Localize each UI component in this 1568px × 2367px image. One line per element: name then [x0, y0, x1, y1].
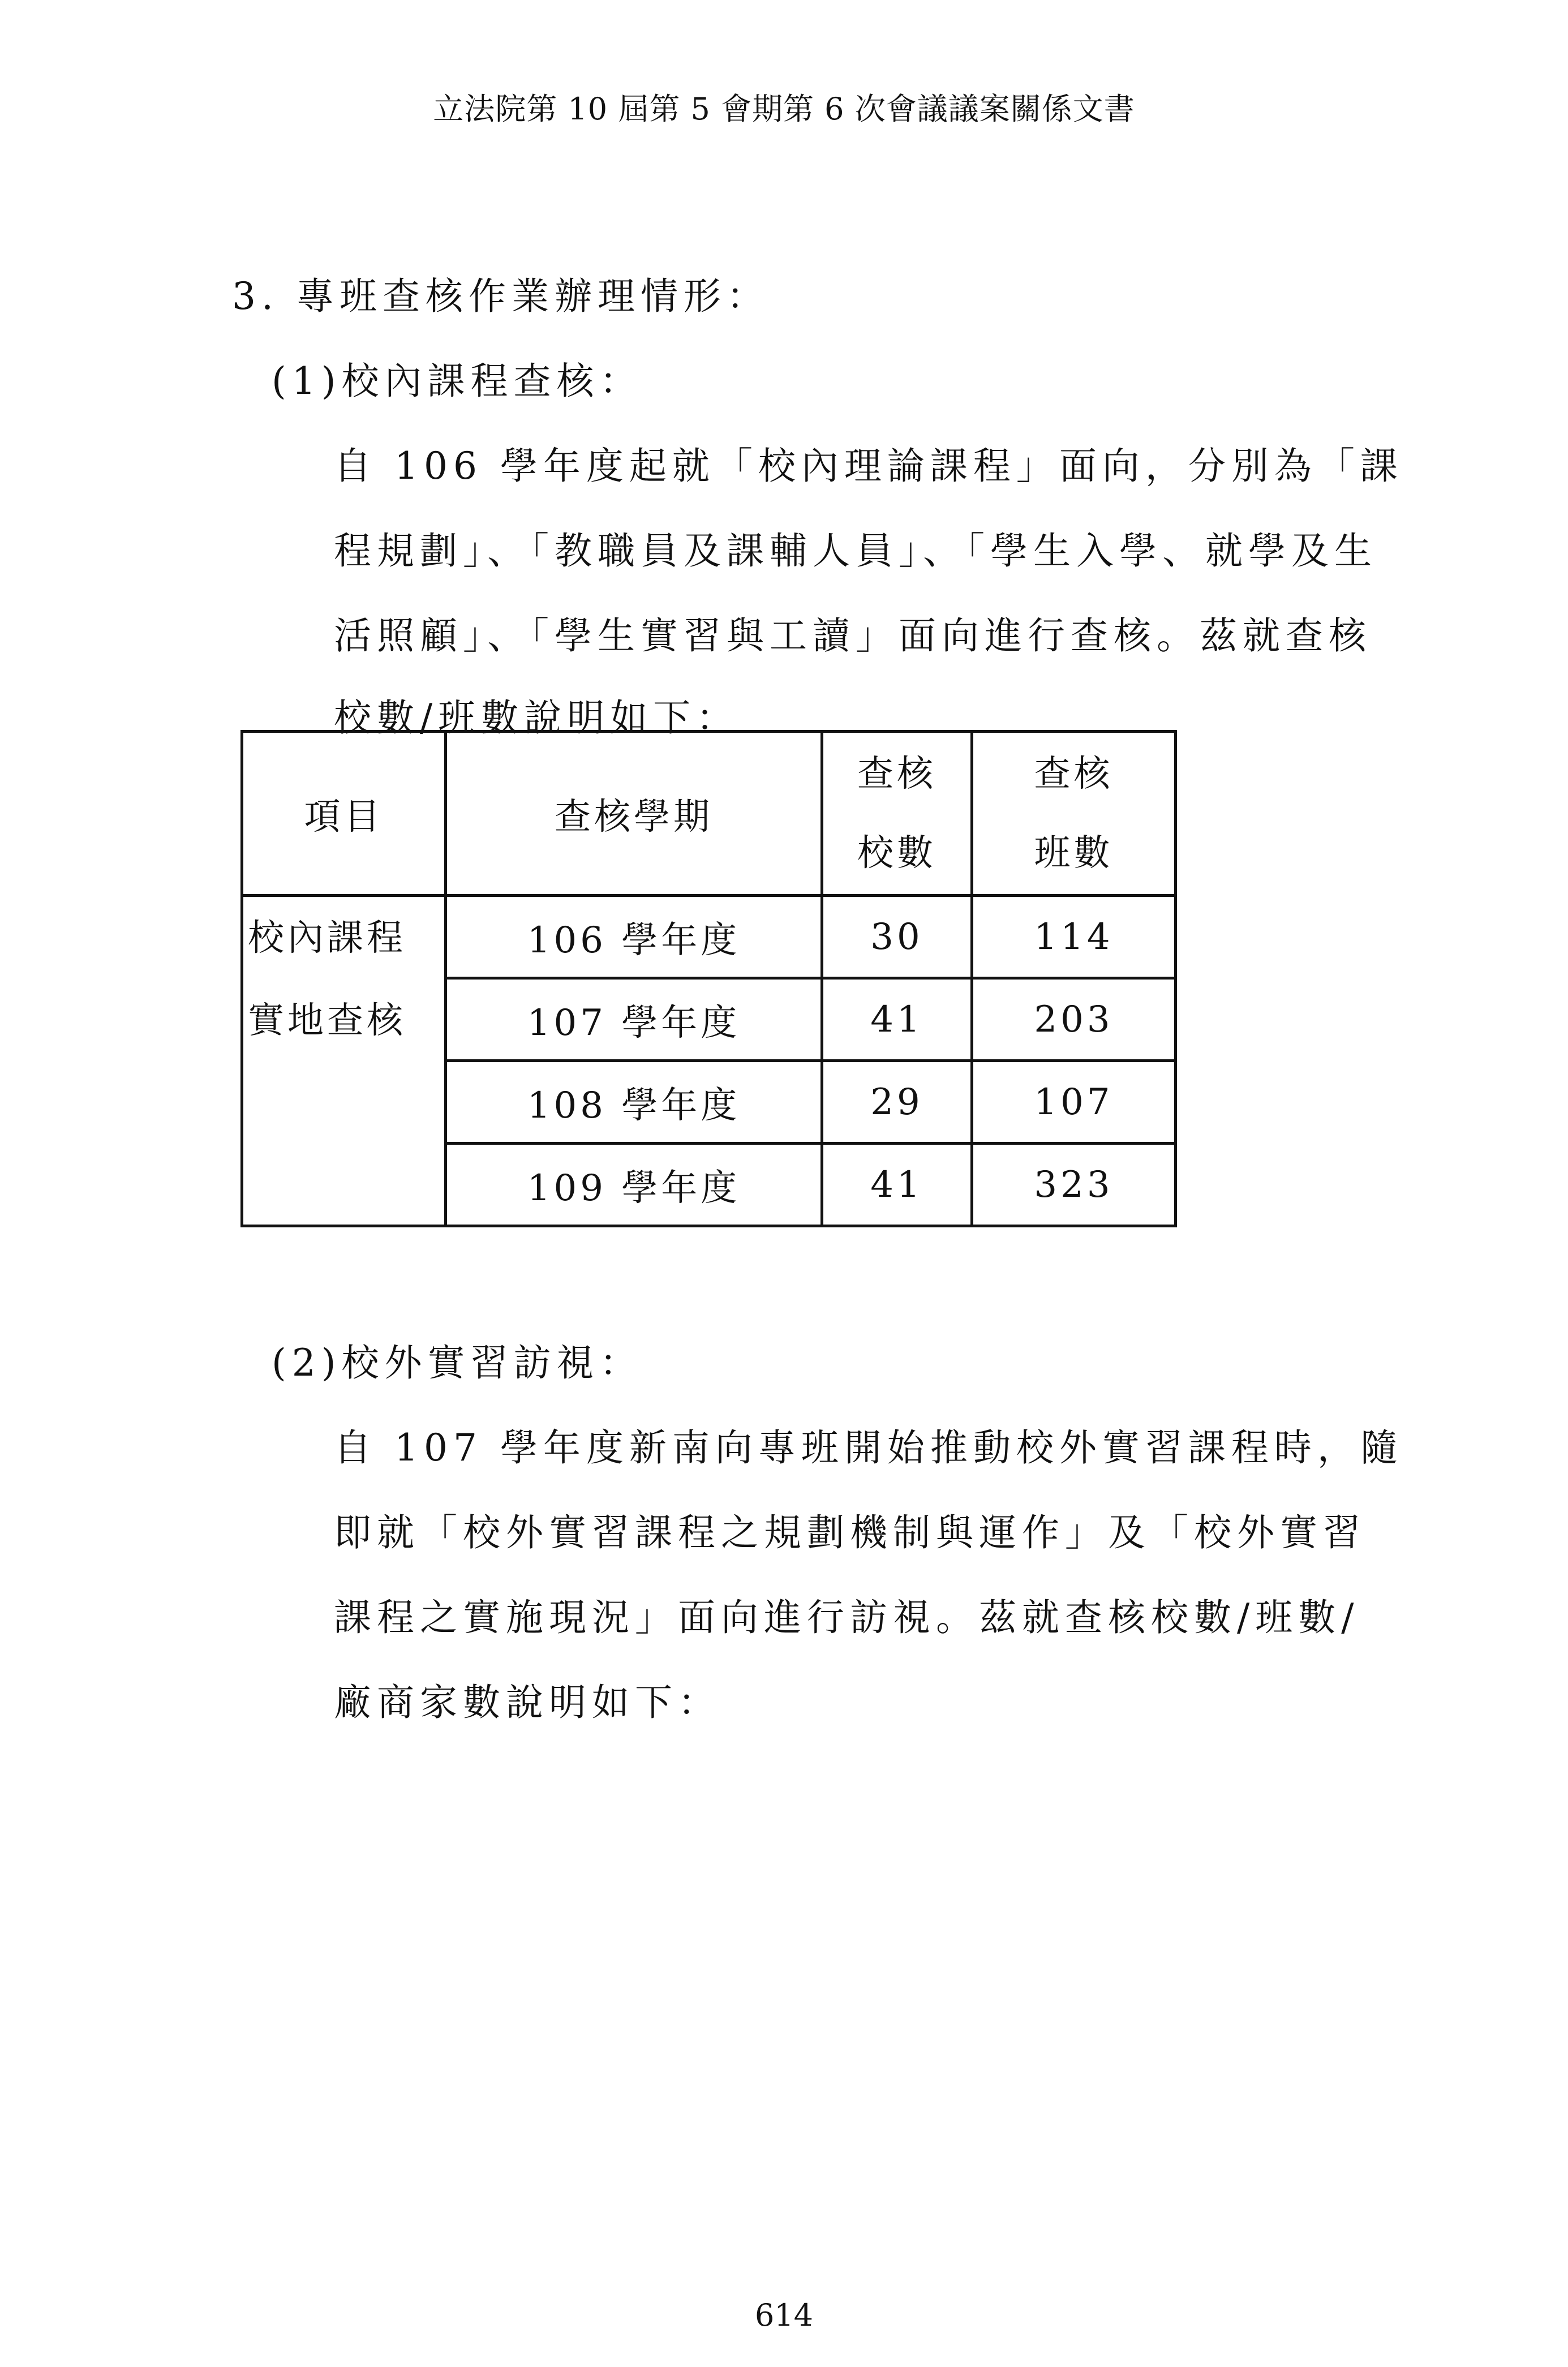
schools-cell: 29 — [822, 1061, 972, 1144]
header-classes-line1: 查核 — [1034, 753, 1114, 795]
subsection-title-external-internship: (2)校外實習訪視： — [272, 1341, 643, 1385]
header-classes-line2: 班數 — [1034, 832, 1114, 874]
header-classes — [972, 732, 1176, 896]
section-heading: 3. 專班查核作業辦理情形： — [232, 274, 770, 318]
classes-cell: 114 — [972, 896, 1176, 978]
header-schools — [822, 732, 972, 896]
semester-cell: 108 學年度 — [446, 1061, 822, 1144]
item-line1: 校內課程 — [248, 917, 406, 959]
header-item: 項目 — [242, 732, 446, 896]
semester-cell: 107 學年度 — [446, 978, 822, 1061]
schools-cell: 30 — [822, 896, 972, 978]
document-header: 立法院第 10 屆第 5 會期第 6 次會議議案關係文書 — [433, 91, 1135, 127]
header-schools-line2: 校數 — [857, 832, 936, 874]
review-table — [240, 730, 1177, 1227]
classes-cell: 107 — [972, 1061, 1176, 1144]
item-line2: 實地查核 — [248, 1000, 406, 1042]
item-cell — [242, 896, 446, 1226]
semester-cell: 109 學年度 — [446, 1144, 822, 1226]
paragraph-line: 程規劃」、「教職員及課輔人員」、「學生入學、就學及生 — [334, 529, 1377, 573]
paragraph-line: 活照顧」、「學生實習與工讀」面向進行查核。茲就查核 — [334, 614, 1372, 658]
paragraph-line: 校數/班數說明如下： — [334, 696, 740, 740]
schools-cell: 41 — [822, 1144, 972, 1226]
table-header-row — [242, 732, 1176, 896]
classes-cell: 203 — [972, 978, 1176, 1061]
page-number: 614 — [754, 2297, 814, 2333]
paragraph-line: 課程之實施現況」面向進行訪視。茲就查核校數/班數/ — [334, 1596, 1360, 1639]
subsection-title-internal-review: (1)校內課程查核： — [272, 359, 643, 403]
classes-cell: 323 — [972, 1144, 1176, 1226]
paragraph-line: 即就「校外實習課程之規劃機制與運作」及「校外實習 — [334, 1511, 1366, 1554]
paragraph-line: 自 106 學年度起就「校內理論課程」面向，分別為「課 — [334, 444, 1403, 488]
semester-cell: 106 學年度 — [446, 896, 822, 978]
schools-cell: 41 — [822, 978, 972, 1061]
paragraph-line: 自 107 學年度新南向專班開始推動校外實習課程時，隨 — [334, 1426, 1403, 1470]
header-schools-line1: 查核 — [857, 753, 936, 795]
paragraph-line: 廠商家數說明如下： — [334, 1681, 721, 1724]
header-semester: 查核學期 — [446, 732, 822, 896]
table-row — [242, 896, 1176, 978]
